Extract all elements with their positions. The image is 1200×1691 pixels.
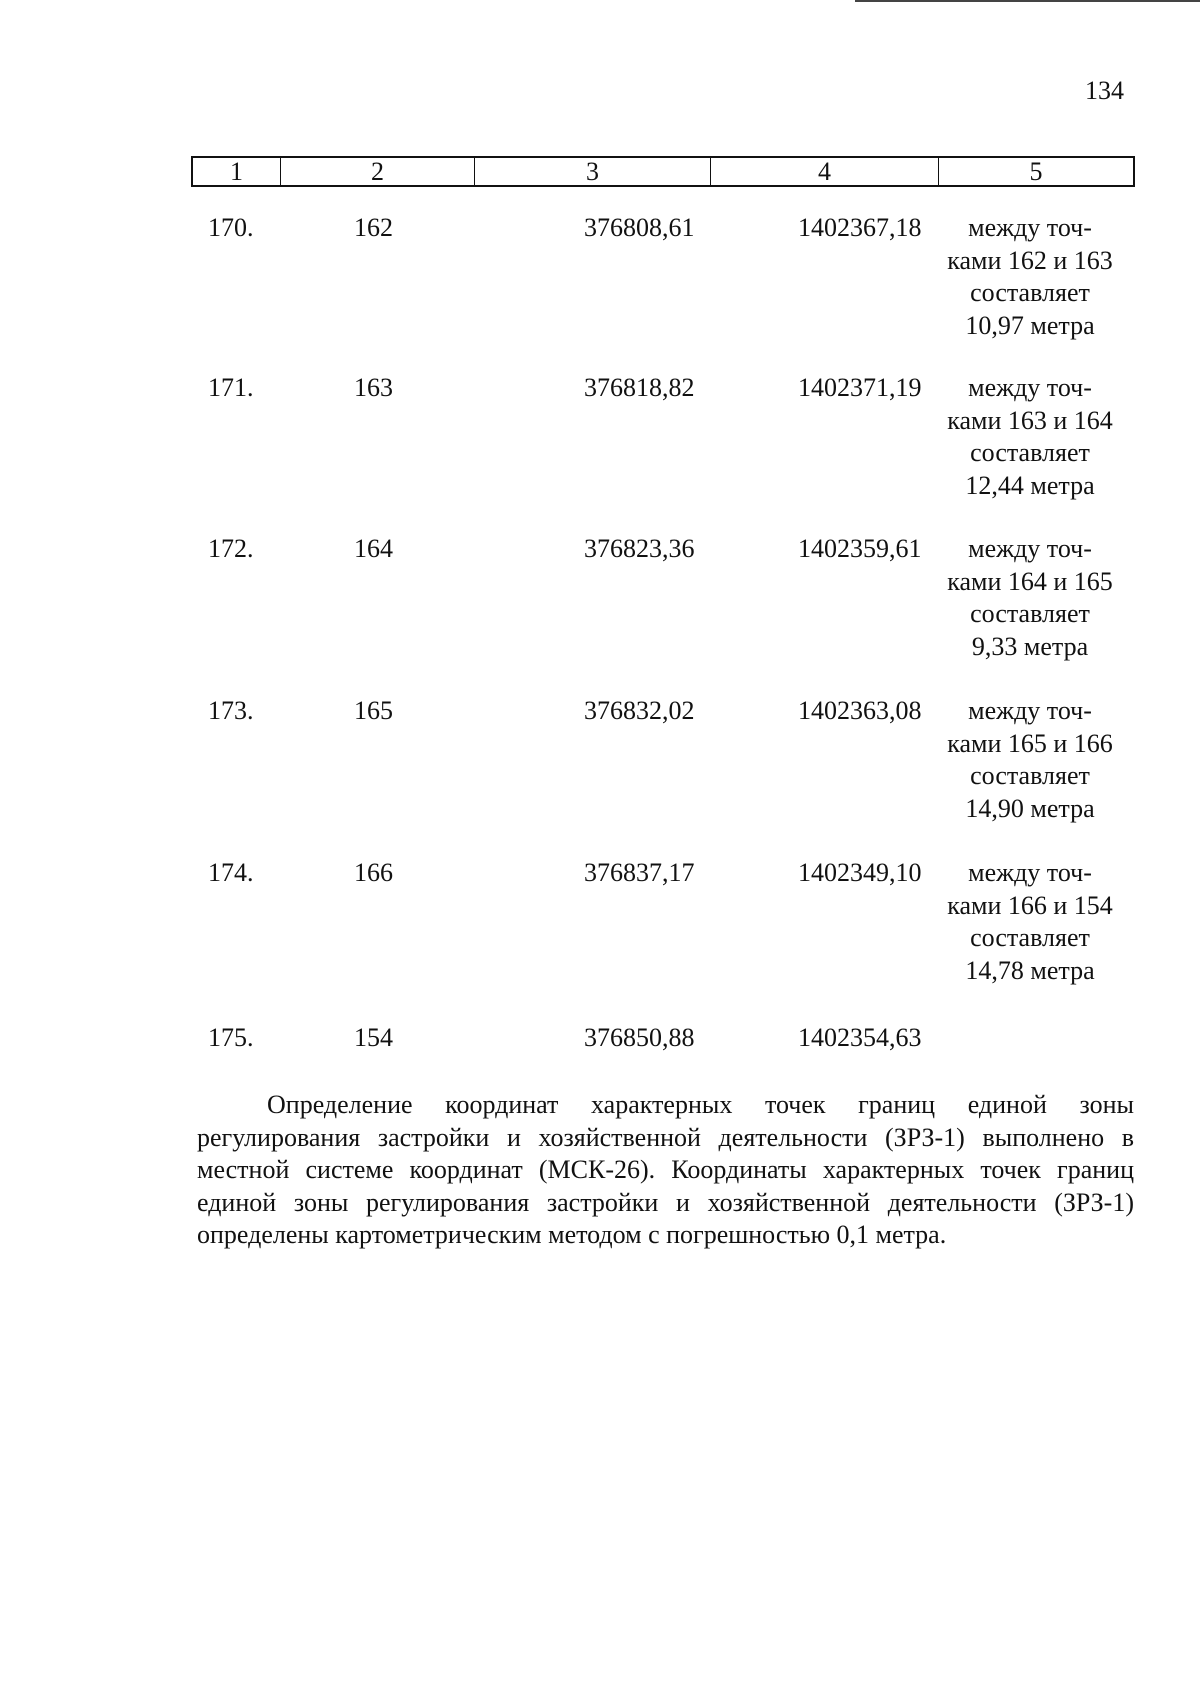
- note-line: ками 163 и 164: [947, 405, 1113, 435]
- note-line: 9,33 метра: [971, 631, 1089, 661]
- row-number: 173.: [208, 696, 254, 725]
- row-number: 171.: [208, 373, 254, 402]
- note-line: 14,78 метра: [965, 955, 1095, 985]
- coordinate-x: 376832,02: [584, 696, 695, 725]
- note-line: составляет: [970, 278, 1090, 307]
- note-line: между точ-: [968, 534, 1092, 563]
- coordinate-y: 1402359,61: [798, 534, 922, 563]
- row-number: 175.: [208, 1023, 254, 1052]
- coordinate-x: 376837,17: [584, 858, 695, 887]
- distance-note: [938, 372, 1122, 502]
- coordinate-y: 1402371,19: [798, 373, 922, 402]
- note-line: ками 162 и 163: [947, 245, 1113, 275]
- header-cell-5: 5: [1029, 157, 1043, 186]
- point-number: 162: [354, 213, 393, 242]
- note-line: 10,97 метра: [965, 310, 1095, 340]
- coordinate-x: 376850,88: [584, 1023, 695, 1052]
- scan-edge-line: [855, 0, 1200, 2]
- header-cell-3: 3: [475, 158, 711, 185]
- note-line: составляет: [970, 438, 1090, 467]
- distance-note: [938, 857, 1122, 987]
- table-header: [191, 156, 1135, 187]
- point-number: 163: [354, 373, 393, 402]
- coordinate-y: 1402367,18: [798, 213, 922, 242]
- row-number: 170.: [208, 213, 254, 242]
- header-cell-4: 4: [711, 158, 939, 185]
- header-cell-2: 2: [281, 158, 475, 185]
- point-number: 166: [354, 858, 393, 887]
- note-line: 14,90 метра: [965, 793, 1095, 823]
- page-number: 134: [1085, 76, 1124, 105]
- coordinate-x: 376808,61: [584, 213, 695, 242]
- distance-note: [938, 533, 1122, 663]
- distance-note: [938, 212, 1122, 342]
- note-line: составляет: [970, 599, 1090, 628]
- note-line: между точ-: [968, 858, 1092, 887]
- note-line: между точ-: [968, 373, 1092, 402]
- distance-note: [938, 695, 1122, 825]
- point-number: 154: [354, 1023, 393, 1052]
- note-line: между точ-: [968, 696, 1092, 725]
- row-number: 172.: [208, 534, 254, 563]
- coordinate-y: 1402349,10: [798, 858, 922, 887]
- note-line: ками 166 и 154: [947, 890, 1113, 920]
- point-number: 165: [354, 696, 393, 725]
- note-line: 12,44 метра: [965, 470, 1095, 500]
- coordinate-y: 1402363,08: [798, 696, 922, 725]
- note-line: составляет: [970, 761, 1090, 790]
- note-line: ками 165 и 166: [947, 728, 1113, 758]
- note-line: составляет: [970, 923, 1090, 952]
- point-number: 164: [354, 534, 393, 563]
- row-number: 174.: [208, 858, 254, 887]
- note-line: ками 164 и 165: [947, 566, 1113, 596]
- body-paragraph: Определение координат характерных точек границ единой зоны регулирования застройки и хозяйственной деятельности (ЗРЗ-1) выполнено в местной системе координат (МСК-26). Координаты характерных точек границ единой зоны регулирования застройки и хозяйственной деятельности (ЗРЗ-1) определены картометрическим методом с погрешностью 0,1 метра.: [197, 1090, 1134, 1249]
- coordinate-y: 1402354,63: [798, 1023, 922, 1052]
- header-cell-1: 1: [193, 158, 281, 185]
- coordinate-x: 376823,36: [584, 534, 695, 563]
- note-line: между точ-: [968, 213, 1092, 242]
- coordinate-x: 376818,82: [584, 373, 695, 402]
